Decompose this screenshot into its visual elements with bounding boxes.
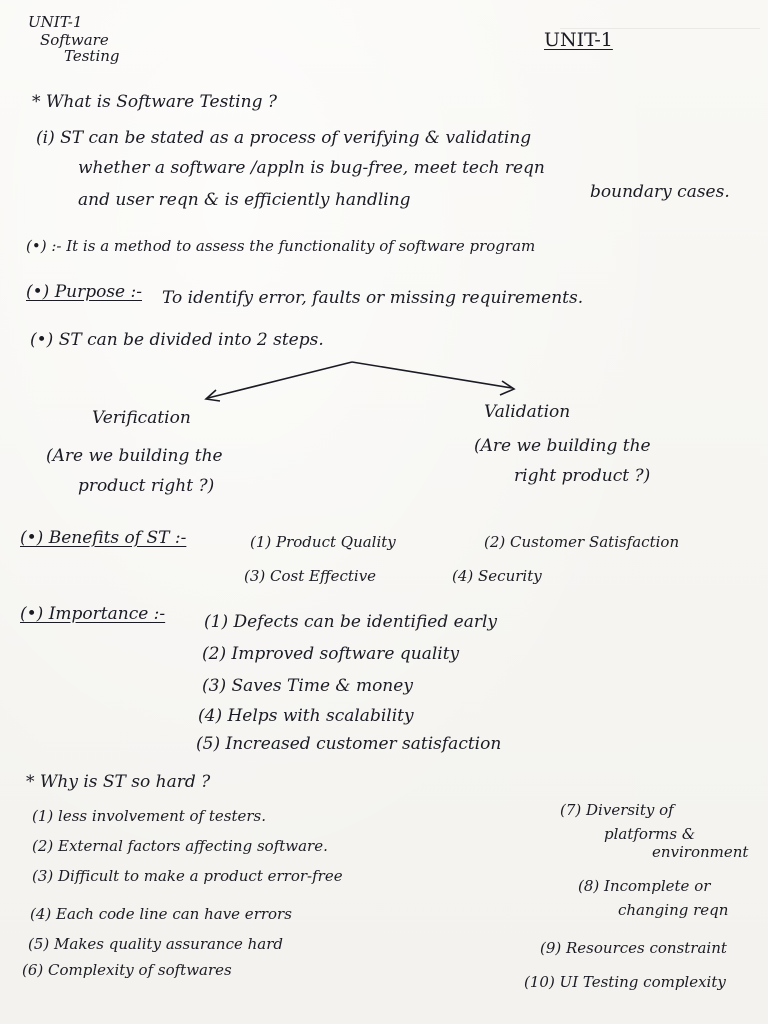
reason-item: (10) UI Testing complexity <box>524 973 726 991</box>
reason-item: (3) Difficult to make a product error-free <box>32 867 343 885</box>
importance-item: (3) Saves Time & money <box>202 676 413 696</box>
reason-item: (2) External factors affecting software. <box>32 837 328 855</box>
reason-item: changing reqn <box>618 901 729 919</box>
reason-item: (5) Makes quality assurance hard <box>28 935 284 953</box>
page-title: UNIT-1 <box>544 29 613 51</box>
corner-subject-1: Software <box>40 31 109 49</box>
heading-why-hard: * Why is ST so hard ? <box>26 772 211 792</box>
reason-item: (4) Each code line can have errors <box>30 905 292 923</box>
benefit-item: (3) Cost Effective <box>244 567 377 585</box>
definition-line-2: whether a software /appln is bug-free, meet tech reqn <box>78 158 545 178</box>
validation-question-1: (Are we building the <box>474 436 651 456</box>
verification-question-1: (Are we building the <box>46 446 223 466</box>
purpose-text: To identify error, faults or missing requirements. <box>162 288 584 308</box>
importance-item: (2) Improved software quality <box>202 644 460 664</box>
validation-title: Validation <box>484 402 571 422</box>
definition-line-1: (i) ST can be stated as a process of verifying & validating <box>36 128 532 148</box>
benefit-item: (4) Security <box>452 567 542 585</box>
heading-what-is-st: * What is Software Testing ? <box>32 92 277 112</box>
verification-title: Verification <box>92 408 191 428</box>
importance-item: (5) Increased customer satisfaction <box>196 734 502 754</box>
reason-item: (8) Incomplete or <box>578 877 711 895</box>
reason-item: (1) less involvement of testers. <box>32 807 267 825</box>
importance-item: (1) Defects can be identified early <box>204 612 498 632</box>
reason-item: (6) Complexity of softwares <box>22 961 232 979</box>
benefits-label: (•) Benefits of ST :- <box>20 528 187 548</box>
importance-item: (4) Helps with scalability <box>198 706 414 726</box>
steps-line: (•) ST can be divided into 2 steps. <box>30 330 324 350</box>
corner-unit: UNIT-1 <box>28 13 83 31</box>
purpose-label: (•) Purpose :- <box>26 282 142 302</box>
method-line: (•) :- It is a method to assess the functionality of software program <box>26 237 536 255</box>
benefit-item: (1) Product Quality <box>250 533 396 551</box>
benefit-item: (2) Customer Satisfaction <box>484 533 680 551</box>
definition-line-3b: boundary cases. <box>590 182 730 202</box>
reason-item: platforms & <box>604 825 696 843</box>
reason-item: (9) Resources constraint <box>540 939 727 957</box>
reason-item: (7) Diversity of <box>560 801 674 819</box>
reason-item: environment <box>652 843 749 861</box>
verification-question-2: product right ?) <box>78 476 215 496</box>
definition-line-3a: and user reqn & is efficiently handling <box>78 190 411 210</box>
corner-subject-2: Testing <box>64 47 120 65</box>
importance-label: (•) Importance :- <box>20 604 166 624</box>
validation-question-2: right product ?) <box>514 466 651 486</box>
